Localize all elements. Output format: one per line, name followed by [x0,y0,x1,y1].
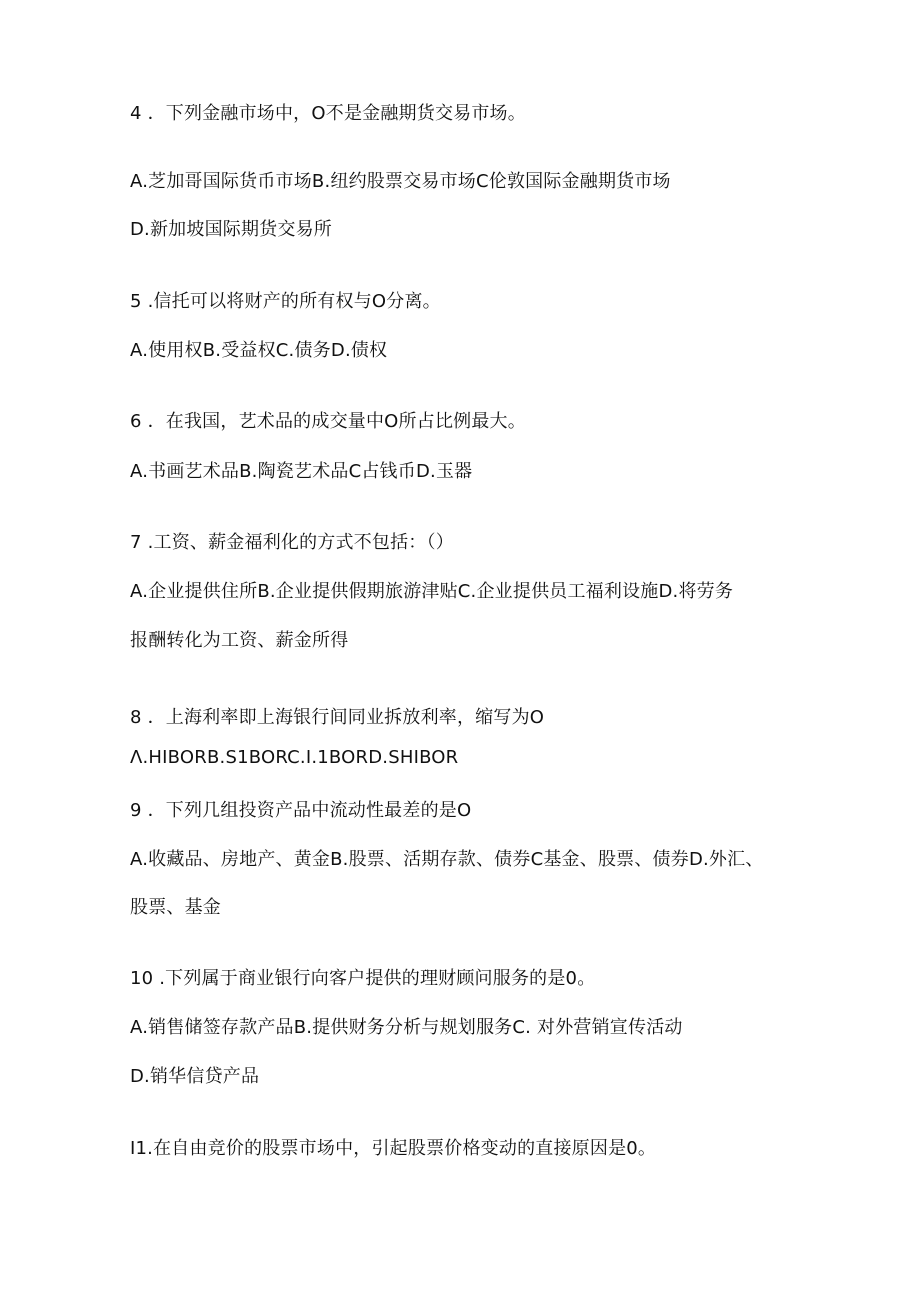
question-10-options-line-1: A.销售储签存款产品B.提供财务分析与规划服务C. 对外营销宣传活动 [130,1017,683,1038]
question-9-text: 9 ．下列几组投资产品中流动性最差的是O [130,800,472,821]
question-5-options: A.使用权B.受益权C.债务D.债权 [130,340,388,361]
question-10-text: 10 .下列属于商业银行向客户提供的理财顾问服务的是0。 [130,968,596,989]
question-6-options: A.书画艺术品B.陶瓷艺术品C占钱币D.玉器 [130,461,473,482]
question-6-text: 6 ．在我国，艺术品的成交量中O所占比例最大。 [130,411,526,432]
question-9-options-line-2: 股票、基金 [130,897,221,918]
question-7-text: 7 .工资、薪金福利化的方式不包括：（） [130,532,454,553]
question-7-options-line-2: 报酬转化为工资、薪金所得 [130,630,349,651]
question-4-options-line-2: D.新加坡国际期货交易所 [130,219,332,240]
question-4-text: 4 ．下列金融市场中，O不是金融期货交易市场。 [130,103,526,124]
question-7-options-line-1: A.企业提供住所B.企业提供假期旅游津贴C.企业提供员工福利设施D.将劳务 [130,581,734,602]
question-8-options: Λ.HIBORB.S1BORC.I.1BORD.SHIBOR [130,747,459,768]
question-5-text: 5 .信托可以将财产的所有权与O分离。 [130,291,441,312]
question-10-options-line-2: D.销华信贷产品 [130,1066,260,1087]
question-9-options-line-1: A.收藏品、房地产、黄金B.股票、活期存款、债券C基金、股票、债券D.外汇、 [130,849,764,870]
question-11-text: I1.在自由竞价的股票市场中，引起股票价格变动的直接原因是0。 [130,1138,657,1159]
question-8-text: 8 ．上海利率即上海银行间同业拆放利率，缩写为O [130,707,545,728]
question-4-options-line-1: A.芝加哥国际货币市场B.纽约股票交易市场C伦敦国际金融期货市场 [130,171,671,192]
